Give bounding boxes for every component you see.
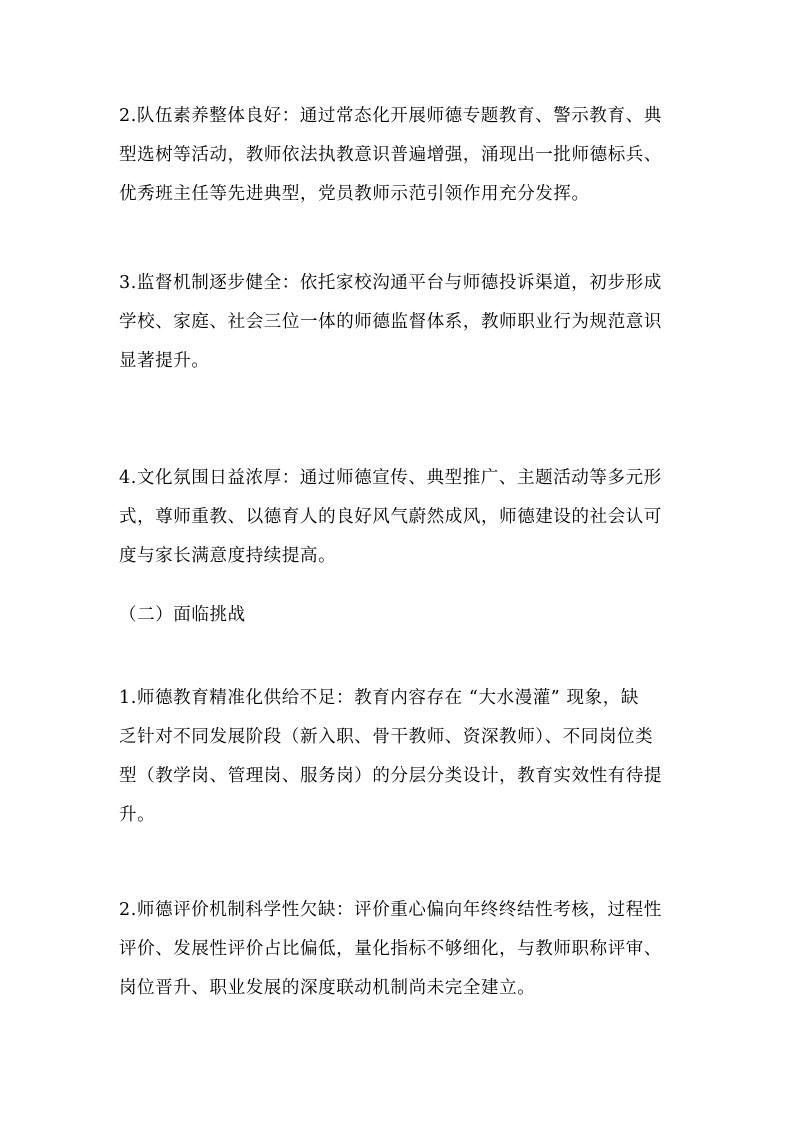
paragraph-line: 学校、家庭、社会三位一体的师德监督体系，教师职业行为规范意识 bbox=[119, 312, 662, 332]
paragraph-line: 4.文化氛围日益浓厚：通过师德宣传、典型推广、主题活动等多元形 bbox=[119, 468, 662, 488]
paragraph-evaluation bbox=[119, 891, 679, 1008]
paragraph-team-quality bbox=[119, 97, 679, 214]
section-heading bbox=[119, 596, 679, 635]
paragraph-line: 岗位晋升、职业发展的深度联动机制尚未完全建立。 bbox=[119, 978, 536, 998]
paragraph-culture bbox=[119, 459, 679, 576]
paragraph-line: 2.队伍素养整体良好：通过常态化开展师德专题教育、警示教育、典 bbox=[119, 106, 662, 126]
paragraph-line: 优秀班主任等先进典型，党员教师示范引领作用充分发挥。 bbox=[119, 184, 590, 204]
paragraph-line: 1.师德教育精准化供给不足：教育内容存在 “大水漫灌” 现象，缺 bbox=[119, 688, 639, 708]
paragraph-line: 型选树等活动，教师依法执教意识普遍增强，涌现出一批师德标兵、 bbox=[119, 145, 662, 165]
paragraph-line: 2.师德评价机制科学性欠缺：评价重心偏向年终终结性考核，过程性 bbox=[119, 900, 662, 920]
paragraph-line: 度与家长满意度持续提高。 bbox=[119, 546, 337, 566]
paragraph-line: 升。 bbox=[119, 805, 156, 825]
paragraph-line: 型（教学岗、管理岗、服务岗）的分层分类设计，教育实效性有待提 bbox=[119, 766, 662, 786]
paragraph-supervision bbox=[119, 264, 679, 381]
paragraph-line: 显著提升。 bbox=[119, 351, 210, 371]
paragraph-line: 3.监督机制逐步健全：依托家校沟通平台与师德投诉渠道，初步形成 bbox=[119, 273, 662, 293]
paragraph-line: 式，尊师重教、以德育人的良好风气蔚然成风，师德建设的社会认可 bbox=[119, 507, 662, 527]
paragraph-line: 乏针对不同发展阶段（新入职、骨干教师、资深教师）、不同岗位类 bbox=[119, 727, 654, 747]
paragraph-education-supply bbox=[119, 679, 679, 835]
section-heading-text: （二）面临挑战 bbox=[119, 605, 246, 625]
paragraph-line: 评价、发展性评价占比偏低，量化指标不够细化，与教师职称评审、 bbox=[119, 939, 662, 959]
